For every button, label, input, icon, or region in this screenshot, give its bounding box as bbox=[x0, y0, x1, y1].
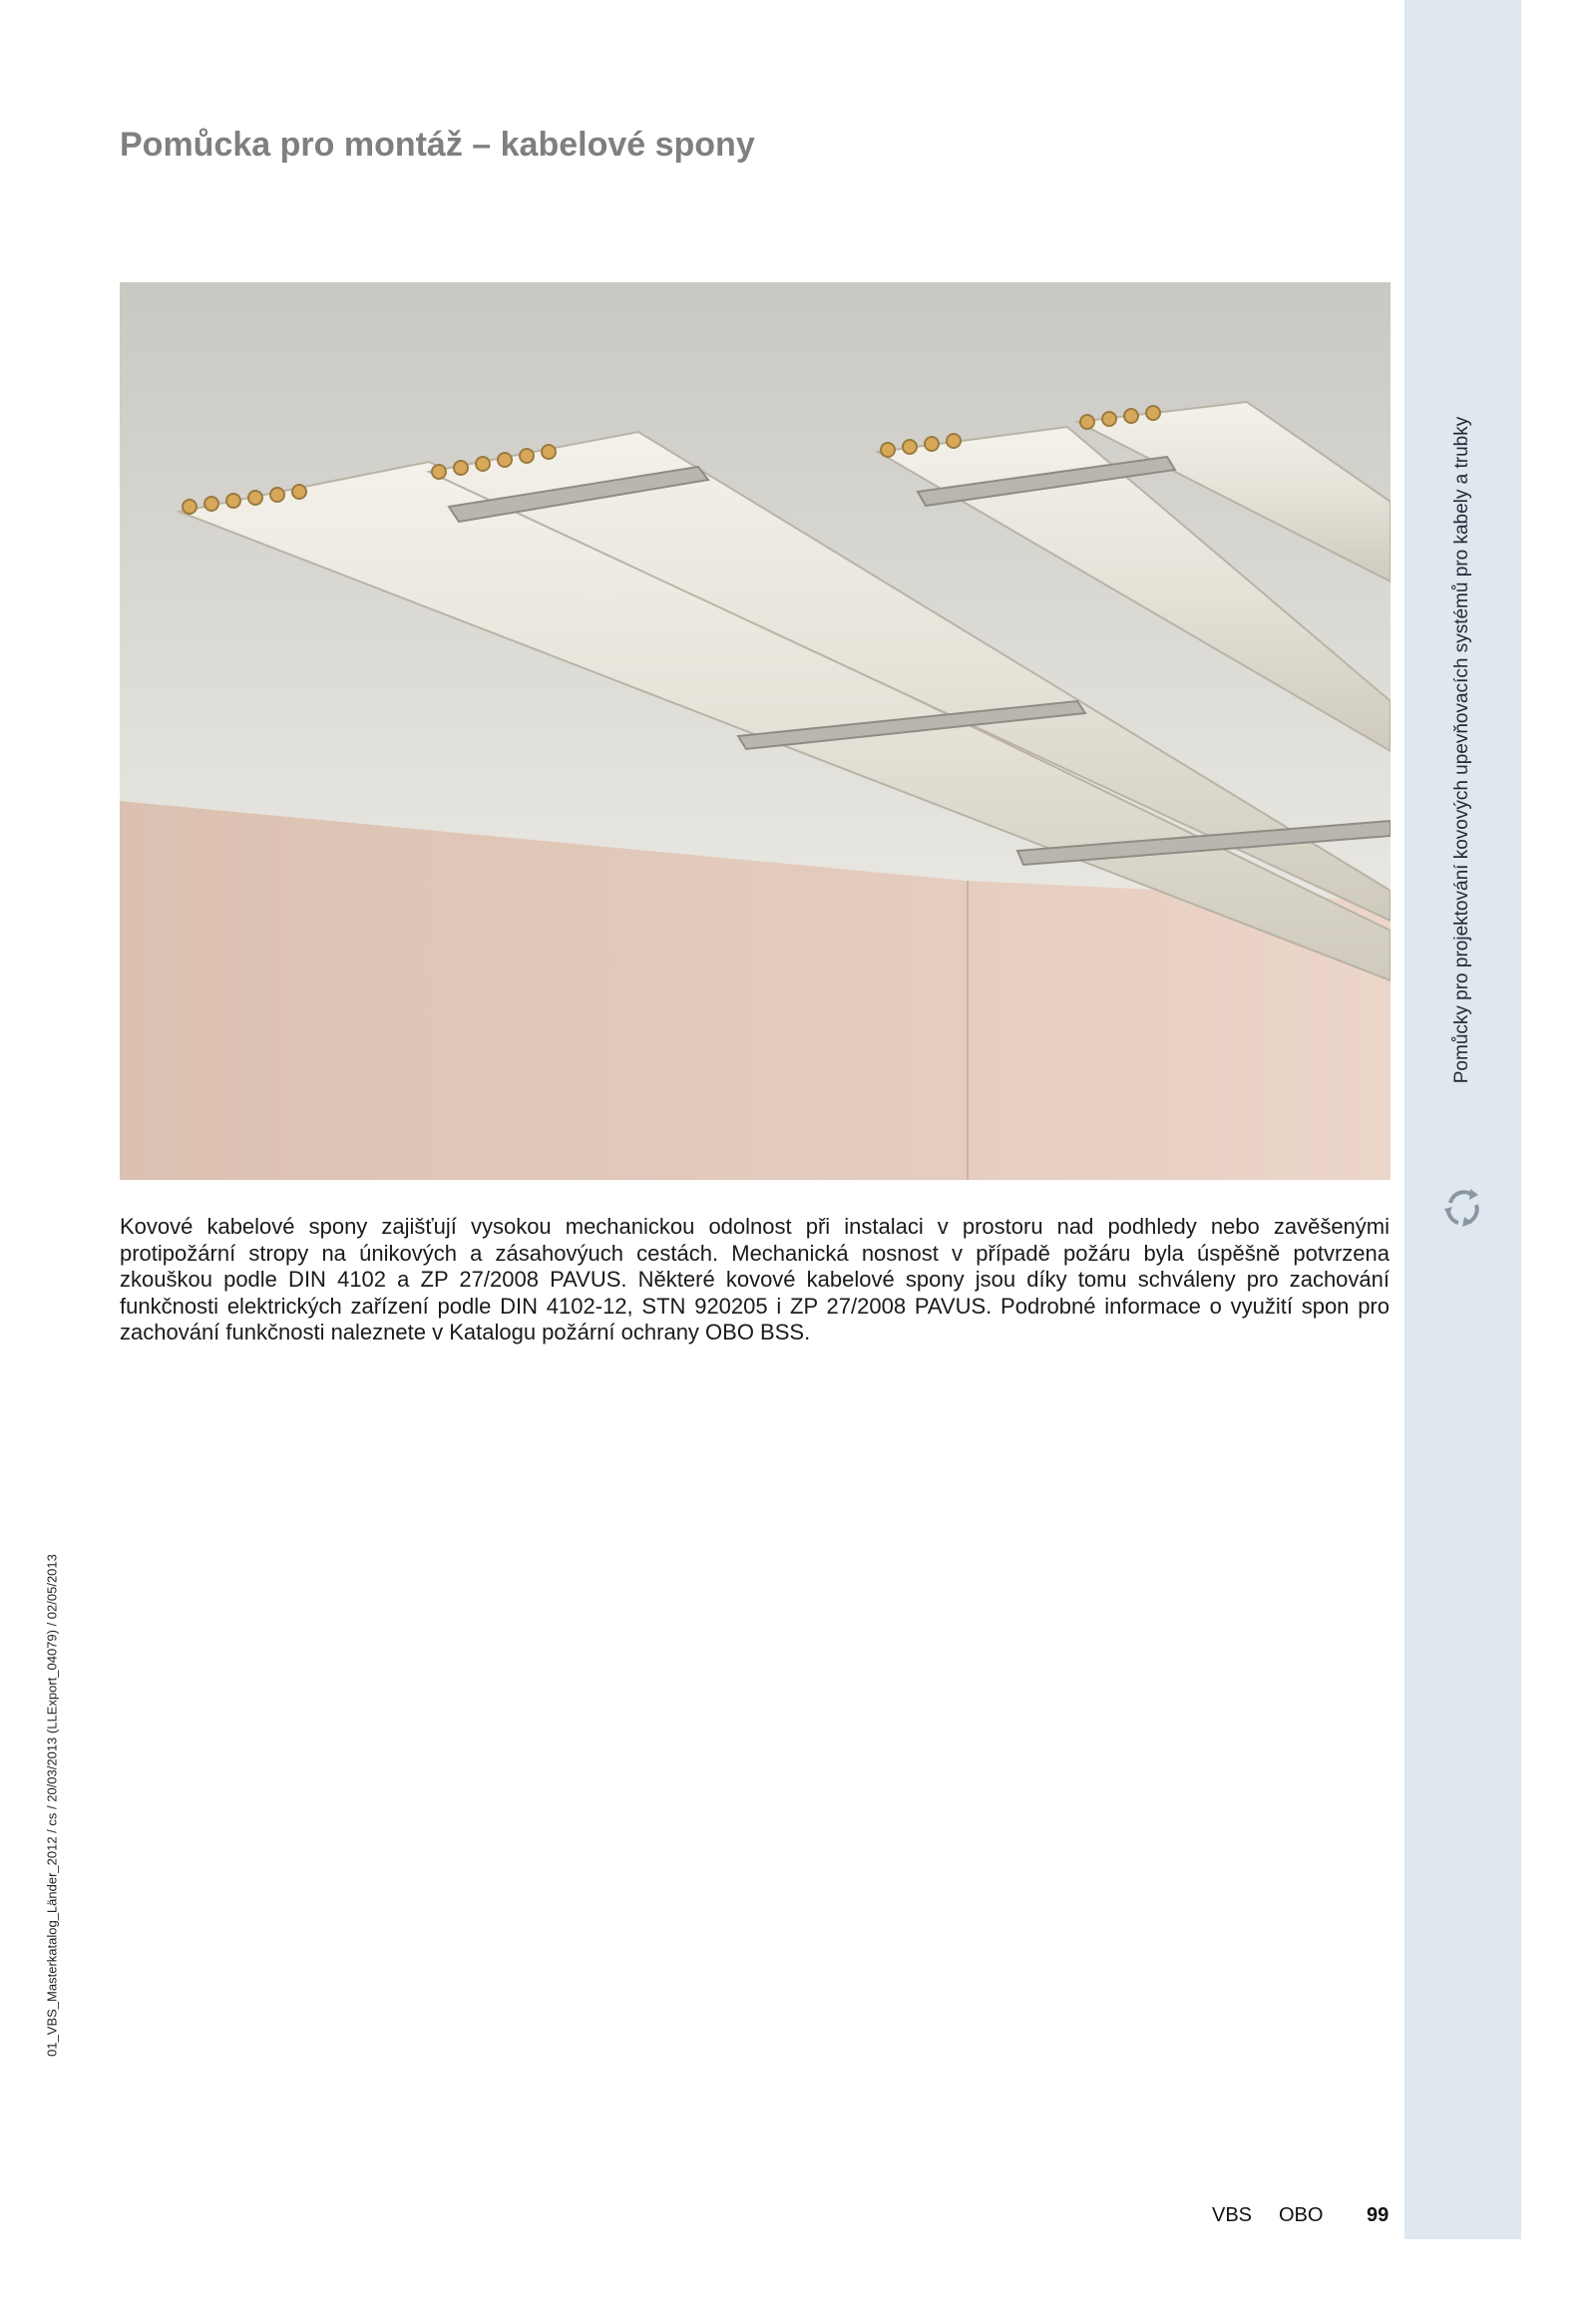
page-title: Pomůcka pro montáž – kabelové spony bbox=[120, 126, 755, 164]
sidebar-section-label: Pomůcky pro projektování kovových upevňovacích systémů pro kabely a trubky bbox=[1451, 416, 1472, 1084]
footer-section: VBS bbox=[1212, 2204, 1253, 2226]
page-number: 99 bbox=[1367, 2204, 1390, 2226]
footer-brand: OBO bbox=[1279, 2204, 1324, 2226]
arrows-cycle-icon bbox=[1440, 1185, 1486, 1231]
body-paragraph: Kovové kabelové spony zajišťují vysokou mechanickou odolnost při instalaci v prostoru nad podhledy nebo zavěšenými protipožární stropy na únikových a zásahovýuch cestách. Mechanická nosnost v případě požáru byla úspěšně potvrzena zkouškou podle DIN 4102 a ZP 27/2008 PAVUS. Některé kovové kabelové spony jsou díky tomu schváleny pro zachování funkčnosti elektrických zařízení podle DIN 4102-12, STN 920205 i ZP 27/2008 PAVUS. Podrobné informace o využití spon pro zachování funkčnosti naleznete v Katalogu požární ochrany OBO BSS. bbox=[120, 1214, 1390, 1344]
print-metadata: 01_VBS_Masterkatalog_Länder_2012 / cs / 20/03/2013 (LLExport_04079) / 02/05/2013 bbox=[44, 1554, 60, 2057]
cable-clips-photo bbox=[120, 282, 1391, 1180]
